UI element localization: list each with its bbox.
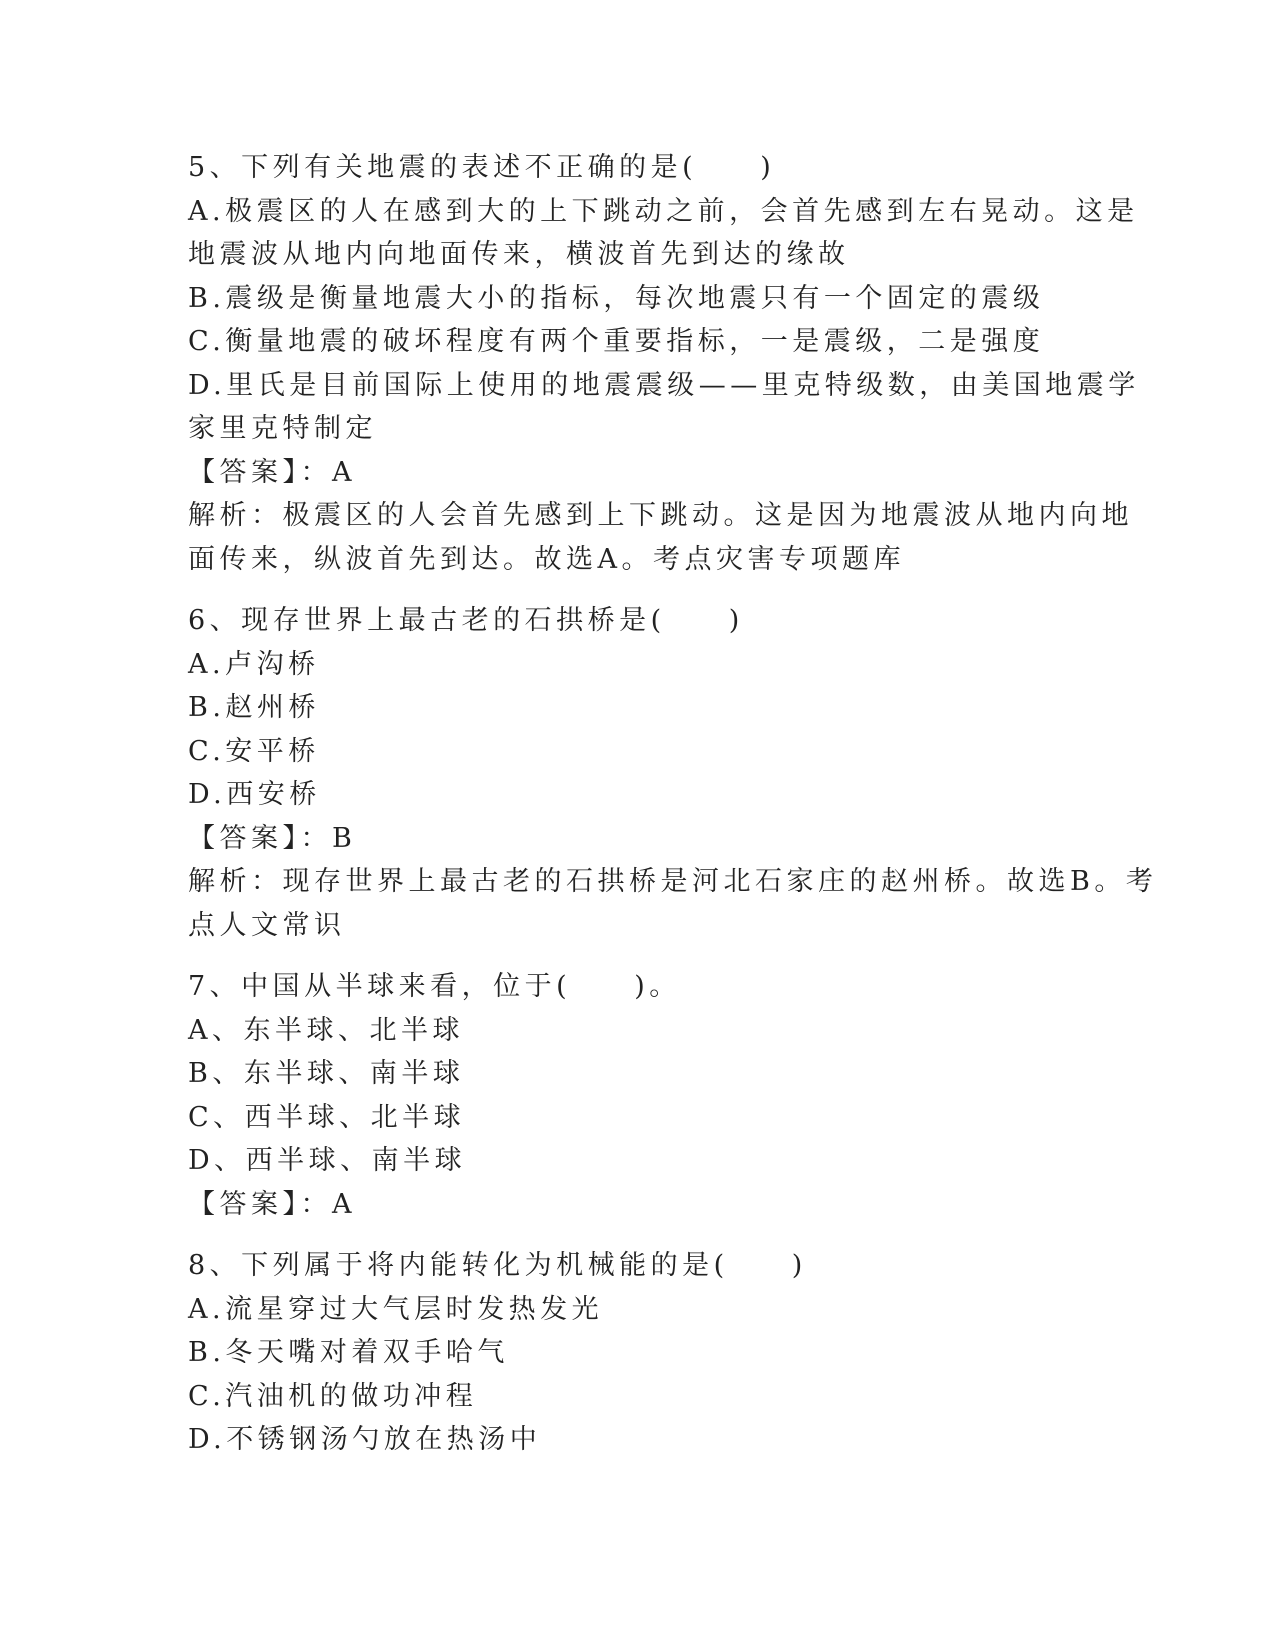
option-a: A.极震区的人在感到大的上下跳动之前，会首先感到左右晃动。这是 bbox=[188, 195, 1139, 227]
analysis-line: 解析：现存世界上最古老的石拱桥是河北石家庄的赵州桥。故选B。考 bbox=[188, 866, 1158, 897]
analysis-line: 解析：极震区的人会首先感到上下跳动。这是因为地震波从地内向地 bbox=[188, 500, 1133, 531]
question-5 bbox=[188, 146, 1140, 581]
option-d: D.不锈钢汤勺放在热汤中 bbox=[188, 1424, 542, 1455]
question-title: 8、下列属于将内能转化为机械能的是( ) bbox=[188, 1250, 807, 1281]
question-7 bbox=[188, 965, 1088, 1226]
option-a: A、东半球、北半球 bbox=[188, 1014, 464, 1046]
option-a: A.卢沟桥 bbox=[188, 648, 320, 680]
option-c: C.衡量地震的破坏程度有两个重要指标，一是震级，二是强度 bbox=[188, 326, 1045, 357]
option-d: D.里氏是目前国际上使用的地震震级——里克特级数，由美国地震学 bbox=[188, 369, 1140, 401]
analysis-line: 点人文常识 bbox=[188, 909, 346, 941]
option-a-continued: 地震波从地内向地面传来，横波首先到达的缘故 bbox=[188, 239, 850, 270]
question-title: 6、现存世界上最古老的石拱桥是( ) bbox=[188, 605, 744, 636]
option-b: B.赵州桥 bbox=[188, 692, 320, 723]
question-title: 5、下列有关地震的表述不正确的是( ) bbox=[188, 152, 776, 183]
option-d: D、西半球、南半球 bbox=[188, 1145, 467, 1176]
option-c: C.安平桥 bbox=[188, 735, 320, 767]
option-b: B.震级是衡量地震大小的指标，每次地震只有一个固定的震级 bbox=[188, 282, 1045, 314]
question-6 bbox=[188, 599, 1158, 947]
question-title: 7、中国从半球来看，位于( )。 bbox=[188, 971, 681, 1002]
answer-line: 【答案】：A bbox=[188, 1188, 356, 1220]
option-c: C、西半球、北半球 bbox=[188, 1101, 466, 1133]
option-b: B.冬天嘴对着双手哈气 bbox=[188, 1337, 509, 1368]
analysis-line: 面传来，纵波首先到达。故选A。考点灾害专项题库 bbox=[188, 543, 905, 575]
option-c: C.汽油机的做功冲程 bbox=[188, 1380, 478, 1412]
answer-line: 【答案】：A bbox=[188, 456, 356, 488]
option-a: A.流星穿过大气层时发热发光 bbox=[188, 1293, 604, 1325]
option-b: B、东半球、南半球 bbox=[188, 1058, 465, 1089]
option-d: D.西安桥 bbox=[188, 779, 321, 810]
question-8 bbox=[188, 1244, 1088, 1462]
answer-line: 【答案】：B bbox=[188, 822, 357, 854]
option-d-continued: 家里克特制定 bbox=[188, 413, 377, 444]
